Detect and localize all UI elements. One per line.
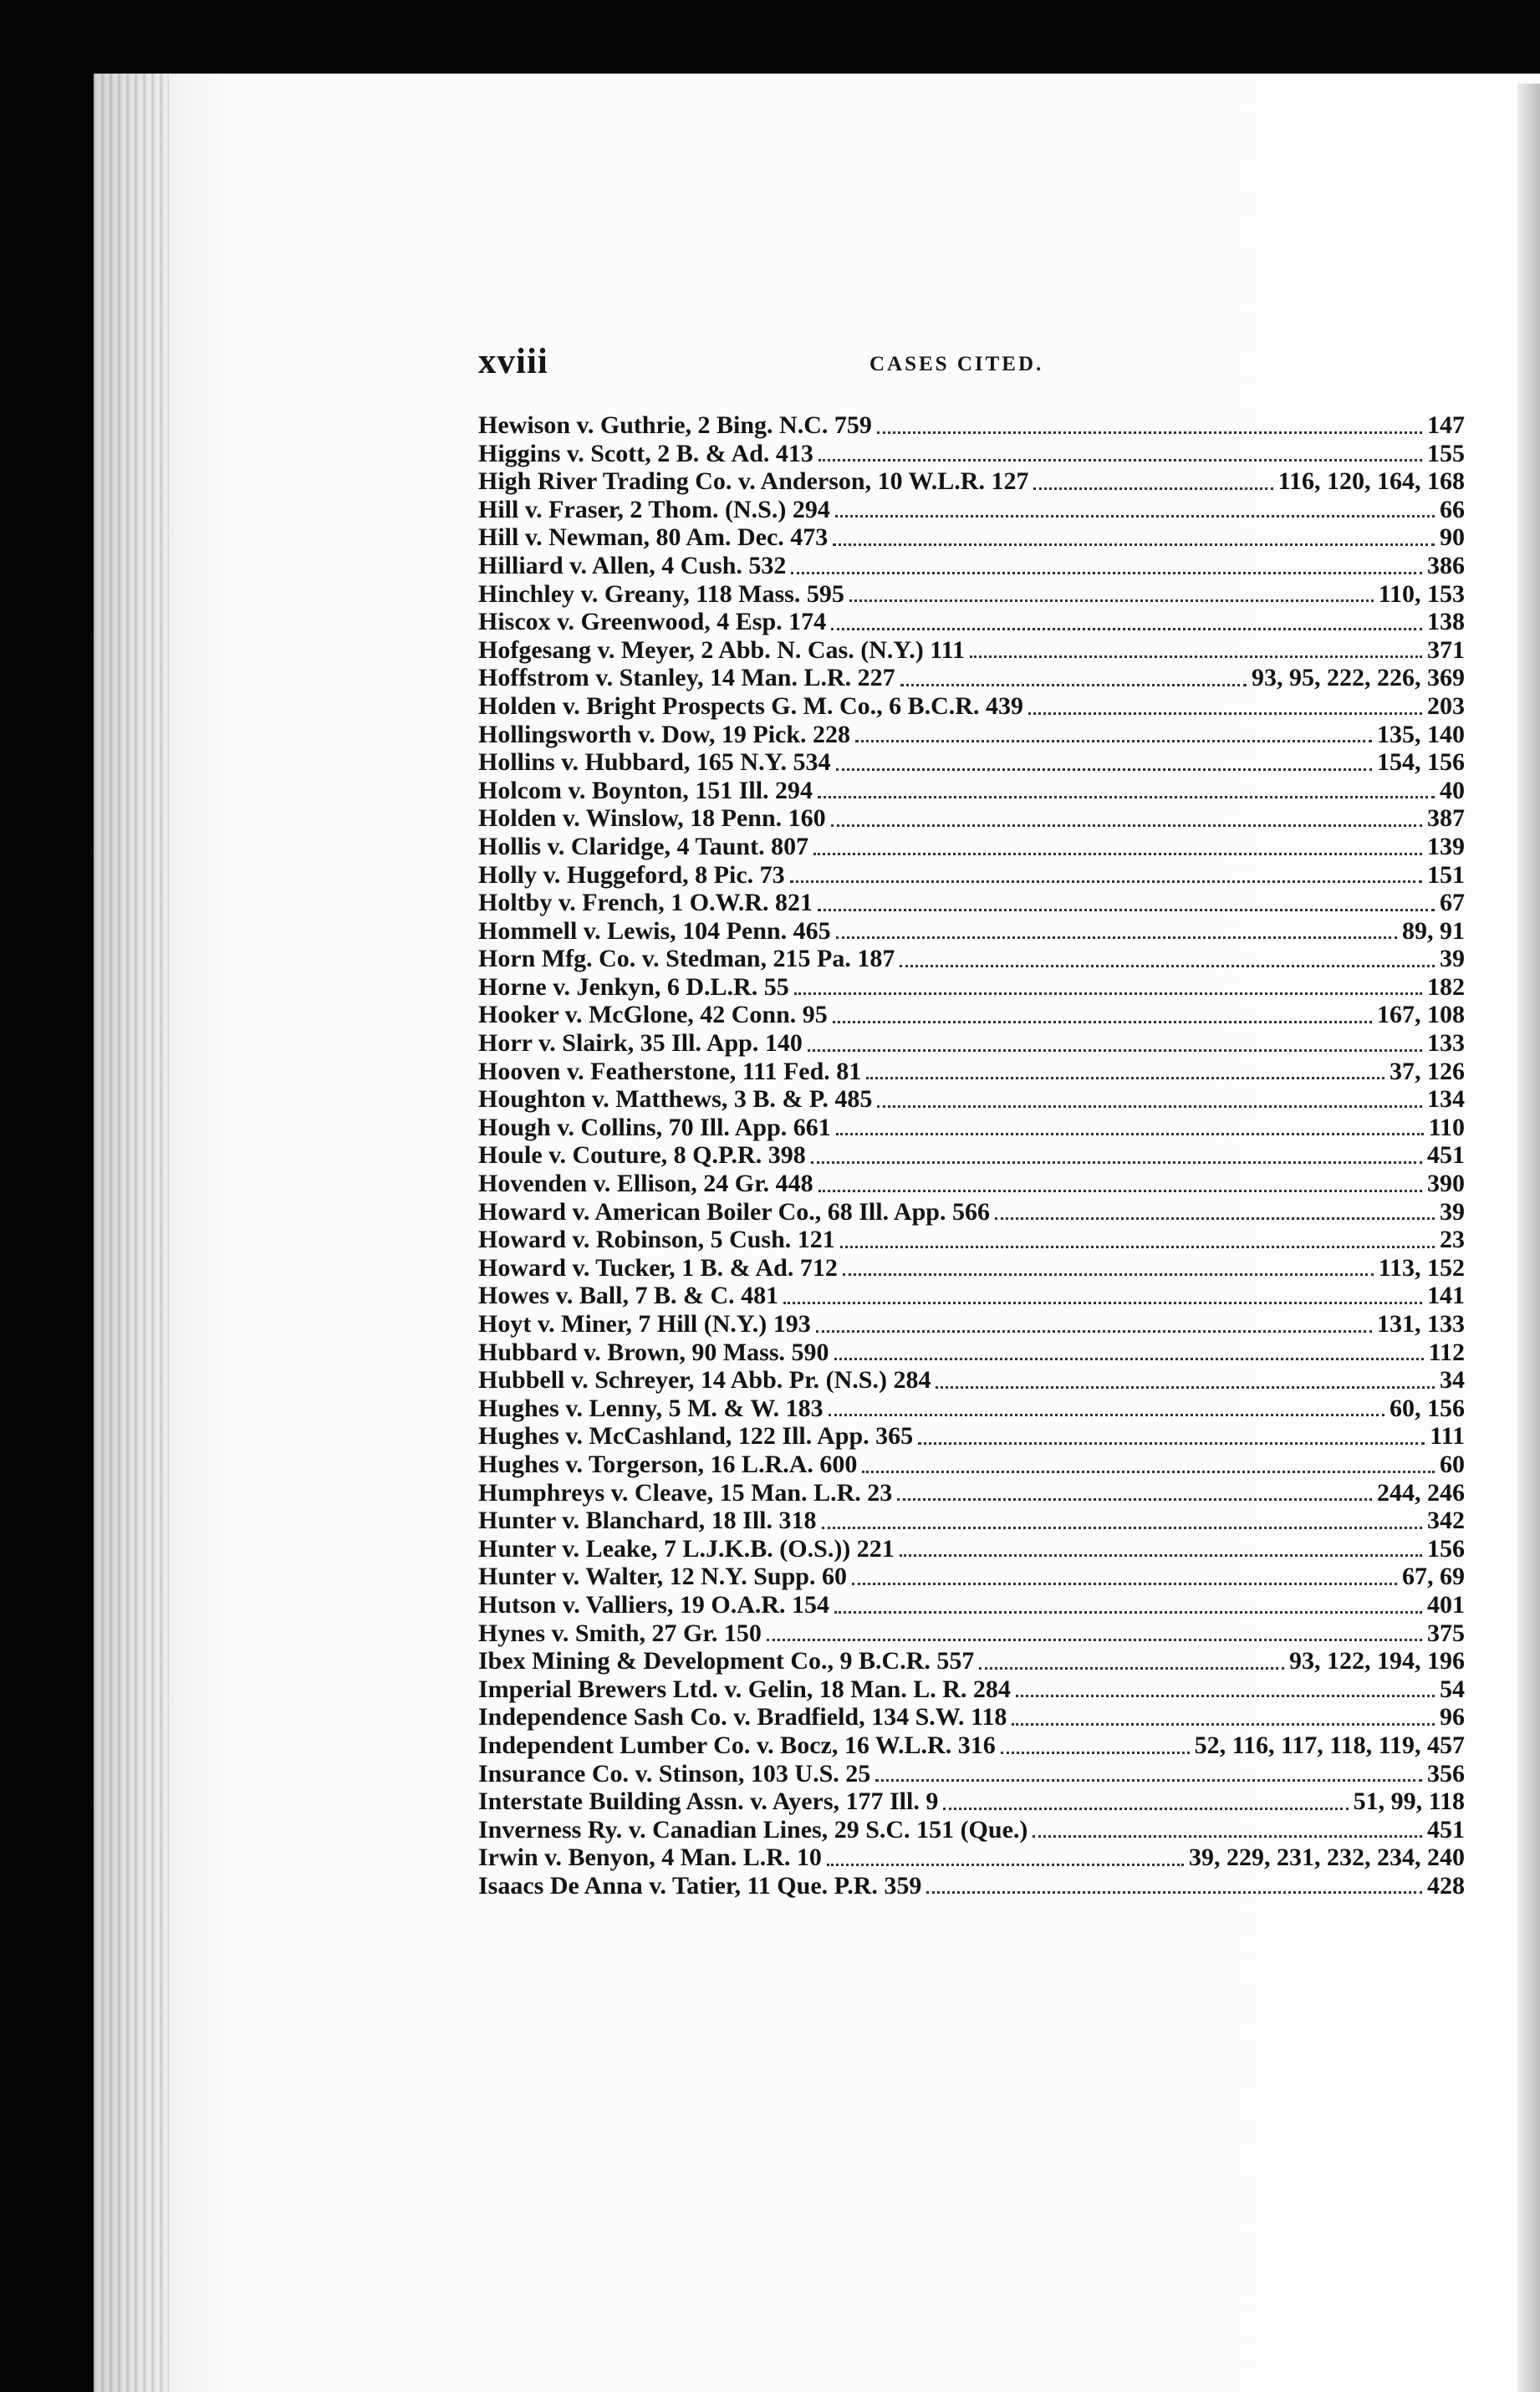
case-name: Hynes v. Smith, 27 Gr. 150 [478, 1619, 762, 1647]
case-entry [478, 1114, 1465, 1142]
dot-leader [818, 909, 1435, 911]
dot-leader [852, 1583, 1397, 1585]
case-entry [478, 608, 1465, 636]
dot-leader [866, 1077, 1384, 1079]
case-entry [478, 1282, 1465, 1310]
case-entry [478, 636, 1465, 665]
page-references: 371 [1427, 635, 1465, 664]
dot-leader [849, 599, 1374, 602]
dot-leader [834, 1358, 1424, 1360]
case-entry [478, 1366, 1465, 1395]
dot-leader [833, 543, 1435, 546]
case-name: Hollis v. Claridge, 4 Taunt. 807 [478, 832, 809, 860]
dot-leader [1012, 1723, 1435, 1726]
page-references: 451 [1427, 1815, 1465, 1844]
case-name: Holly v. Huggeford, 8 Pic. 73 [478, 860, 785, 889]
case-entry [478, 945, 1465, 973]
case-entry [478, 1170, 1465, 1198]
dot-leader [822, 1527, 1422, 1529]
case-entry [478, 552, 1465, 580]
dot-leader [1001, 1752, 1190, 1754]
dot-leader [875, 1779, 1422, 1782]
page-references: 131, 133 [1377, 1310, 1465, 1338]
case-name: Houghton v. Matthews, 3 B. & P. 485 [478, 1085, 873, 1114]
dot-leader [834, 1611, 1422, 1614]
case-name: Hughes v. Torgerson, 16 L.R.A. 600 [478, 1450, 858, 1478]
page-references: 386 [1427, 551, 1465, 579]
page-references: 39, 229, 231, 232, 234, 240 [1189, 1844, 1465, 1872]
case-name: Hewison v. Guthrie, 2 Bing. N.C. 759 [478, 411, 872, 439]
case-entry [478, 440, 1465, 468]
case-entry [478, 1760, 1465, 1788]
case-entry [478, 664, 1465, 692]
dot-leader [918, 1442, 1425, 1445]
case-name: Hofgesang v. Meyer, 2 Abb. N. Cas. (N.Y.) 111 [478, 635, 965, 664]
dot-leader [855, 740, 1372, 742]
page-references: 34 [1440, 1366, 1465, 1395]
page-references: 134 [1427, 1085, 1465, 1114]
case-name: Hubbell v. Schreyer, 14 Abb. Pr. (N.S.) 284 [478, 1366, 931, 1395]
page-references: 401 [1427, 1590, 1465, 1619]
case-entry [478, 973, 1465, 1002]
case-name: Independent Lumber Co. v. Bocz, 16 W.L.R. 316 [478, 1731, 996, 1759]
case-entry [478, 1647, 1465, 1675]
dot-leader [831, 628, 1422, 630]
dot-leader [816, 1330, 1372, 1333]
case-entry [478, 1451, 1465, 1479]
case-entry [478, 748, 1465, 777]
case-entry [478, 1310, 1465, 1339]
page-references: 40 [1440, 776, 1465, 804]
page-references: 90 [1440, 523, 1465, 552]
page-references: 151 [1427, 860, 1465, 889]
case-name: Horn Mfg. Co. v. Stedman, 215 Pa. 187 [478, 945, 895, 973]
case-entry [478, 1788, 1465, 1816]
page-references: 182 [1427, 972, 1465, 1001]
page-references: 167, 108 [1377, 1001, 1465, 1029]
dot-leader [877, 1105, 1422, 1108]
case-name: Hubbard v. Brown, 90 Mass. 590 [478, 1338, 829, 1366]
case-entry [478, 1339, 1465, 1367]
page-references: 67 [1440, 889, 1465, 917]
dot-leader [897, 1498, 1372, 1501]
dot-leader [818, 796, 1435, 798]
dot-leader [877, 431, 1422, 434]
case-name: High River Trading Co. v. Anderson, 10 W.L.R. 127 [478, 467, 1029, 496]
case-name: Hovenden v. Ellison, 24 Gr. 448 [478, 1170, 813, 1198]
cases-cited-list [478, 411, 1465, 1900]
case-entry [478, 1675, 1465, 1704]
case-name: Hunter v. Blanchard, 18 Ill. 318 [478, 1507, 817, 1535]
case-name: Humphreys v. Cleave, 15 Man. L.R. 23 [478, 1478, 893, 1507]
page-references: 39 [1440, 1197, 1465, 1226]
page-references: 89, 91 [1402, 916, 1465, 945]
page-header [478, 341, 1080, 383]
case-entry [478, 1058, 1465, 1086]
case-entry [478, 1085, 1465, 1114]
dot-leader [862, 1471, 1435, 1473]
page-references: 155 [1427, 439, 1465, 467]
dot-leader [836, 768, 1372, 771]
case-entry [478, 467, 1465, 496]
page-references: 60 [1440, 1450, 1465, 1478]
dot-leader [900, 965, 1435, 967]
page-references: 138 [1427, 608, 1465, 636]
case-name: Hutson v. Valliers, 19 O.A.R. 154 [478, 1590, 830, 1619]
dot-leader [943, 1808, 1348, 1810]
dot-leader [783, 1302, 1422, 1304]
page-references: 54 [1440, 1675, 1465, 1703]
case-name: Hough v. Collins, 70 Ill. App. 661 [478, 1113, 831, 1141]
page-references: 113, 152 [1378, 1253, 1465, 1282]
page-references: 356 [1427, 1759, 1465, 1788]
page-references: 52, 116, 117, 118, 119, 457 [1194, 1731, 1465, 1759]
dot-leader [1016, 1695, 1435, 1697]
case-entry [478, 1395, 1465, 1423]
case-entry [478, 1732, 1465, 1760]
page-references: 110, 153 [1378, 579, 1465, 608]
page-references: 387 [1427, 804, 1465, 833]
dot-leader [833, 1021, 1372, 1023]
page-references: 51, 99, 118 [1353, 1788, 1465, 1816]
page-references: 133 [1427, 1029, 1465, 1058]
dot-leader [835, 515, 1435, 518]
case-entry [478, 777, 1465, 805]
dot-leader [843, 1273, 1374, 1276]
case-name: Hughes v. McCashland, 122 Ill. App. 365 [478, 1422, 914, 1451]
dot-leader [831, 824, 1422, 827]
case-name: Hollingsworth v. Dow, 19 Pick. 228 [478, 720, 851, 748]
page-references: 154, 156 [1377, 748, 1465, 777]
case-name: Howard v. American Boiler Co., 68 Ill. App. 566 [478, 1197, 990, 1226]
case-name: Howes v. Ball, 7 B. & C. 481 [478, 1282, 779, 1310]
case-entry [478, 1198, 1465, 1227]
page-references: 66 [1440, 495, 1465, 523]
case-entry [478, 1422, 1465, 1451]
case-name: Horr v. Slairk, 35 Ill. App. 140 [478, 1029, 803, 1058]
case-entry [478, 1872, 1465, 1900]
case-entry [478, 1619, 1465, 1648]
case-entry [478, 1507, 1465, 1535]
case-name: Higgins v. Scott, 2 B. & Ad. 413 [478, 439, 813, 467]
case-entry [478, 580, 1465, 609]
dot-leader [836, 936, 1397, 939]
case-entry [478, 692, 1465, 721]
case-entry [478, 411, 1465, 440]
case-name: Hoffstrom v. Stanley, 14 Man. L.R. 227 [478, 664, 895, 692]
case-name: Hill v. Fraser, 2 Thom. (N.S.) 294 [478, 495, 830, 523]
page-edge [1517, 84, 1540, 2392]
case-name: Interstate Building Assn. v. Ayers, 177 Ill. 9 [478, 1788, 939, 1816]
page-number: xviii [478, 342, 548, 381]
case-name: Hollins v. Hubbard, 165 N.Y. 534 [478, 748, 831, 777]
case-name: Howard v. Tucker, 1 B. & Ad. 712 [478, 1253, 838, 1282]
dot-leader [926, 1891, 1422, 1894]
case-name: Hughes v. Lenny, 5 M. & W. 183 [478, 1394, 824, 1422]
page-references: 110 [1428, 1113, 1465, 1141]
case-name: Holden v. Bright Prospects G. M. Co., 6 B.C.R. 439 [478, 691, 1023, 720]
case-entry [478, 804, 1465, 833]
case-entry [478, 861, 1465, 890]
case-name: Insurance Co. v. Stinson, 103 U.S. 25 [478, 1759, 871, 1788]
case-name: Imperial Brewers Ltd. v. Gelin, 18 Man. L. R. 284 [478, 1675, 1011, 1703]
dot-leader [808, 1049, 1422, 1052]
page-references: 203 [1427, 691, 1465, 720]
case-name: Hiscox v. Greenwood, 4 Esp. 174 [478, 608, 827, 636]
case-name: Isaacs De Anna v. Tatier, 11 Que. P.R. 359 [478, 1871, 922, 1900]
case-entry [478, 1254, 1465, 1283]
page-references: 67, 69 [1402, 1563, 1465, 1591]
case-entry [478, 917, 1465, 946]
case-name: Hill v. Newman, 80 Am. Dec. 473 [478, 523, 829, 552]
dot-leader [936, 1386, 1435, 1389]
page-references: 112 [1428, 1338, 1465, 1366]
page-references: 428 [1427, 1871, 1465, 1900]
page-references: 116, 120, 164, 168 [1277, 467, 1465, 496]
case-entry [478, 721, 1465, 749]
page-references: 451 [1427, 1141, 1465, 1170]
case-name: Holcom v. Boynton, 151 Ill. 294 [478, 776, 813, 804]
case-name: Holtby v. French, 1 O.W.R. 821 [478, 889, 813, 917]
page-references: 96 [1440, 1703, 1465, 1732]
dot-leader [1033, 487, 1272, 490]
case-entry [478, 1535, 1465, 1563]
page-references: 390 [1427, 1170, 1465, 1198]
page-references: 60, 156 [1390, 1394, 1465, 1422]
case-name: Hinchley v. Greany, 118 Mass. 595 [478, 579, 844, 608]
dot-leader [818, 459, 1422, 462]
page-references: 147 [1427, 411, 1465, 439]
dot-leader [995, 1217, 1435, 1220]
dot-leader [900, 684, 1247, 686]
page-references: 141 [1427, 1282, 1465, 1310]
page-references: 135, 140 [1377, 720, 1465, 748]
dot-leader [767, 1639, 1422, 1641]
dot-leader [794, 992, 1422, 995]
case-name: Hunter v. Leake, 7 L.J.K.B. (O.S.)) 221 [478, 1534, 895, 1563]
case-entry [478, 1029, 1465, 1058]
binding-shadow [94, 74, 169, 2392]
dot-leader [811, 1161, 1422, 1164]
page-references: 375 [1427, 1619, 1465, 1647]
case-entry [478, 1479, 1465, 1507]
case-name: Ibex Mining & Development Co., 9 B.C.R. 557 [478, 1647, 975, 1675]
case-entry [478, 833, 1465, 861]
dot-leader [790, 880, 1422, 883]
dot-leader [829, 1414, 1384, 1416]
case-entry [478, 1141, 1465, 1170]
case-name: Howard v. Robinson, 5 Cush. 121 [478, 1226, 835, 1254]
dot-leader [1028, 712, 1422, 715]
dot-leader [900, 1554, 1422, 1557]
case-entry [478, 1591, 1465, 1619]
dot-leader [818, 1190, 1422, 1192]
case-name: Hilliard v. Allen, 4 Cush. 532 [478, 551, 787, 579]
dot-leader [1033, 1835, 1422, 1838]
case-entry [478, 1563, 1465, 1591]
case-name: Irwin v. Benyon, 4 Man. L.R. 10 [478, 1844, 822, 1872]
running-title: CASES CITED. [869, 353, 1044, 375]
case-name: Hoyt v. Miner, 7 Hill (N.Y.) 193 [478, 1310, 811, 1338]
dot-leader [836, 1133, 1424, 1135]
case-name: Houle v. Couture, 8 Q.P.R. 398 [478, 1141, 806, 1170]
case-entry [478, 1703, 1465, 1732]
page-references: 39 [1440, 945, 1465, 973]
page-references: 342 [1427, 1507, 1465, 1535]
case-entry [478, 1226, 1465, 1254]
page-references: 111 [1430, 1422, 1465, 1451]
case-name: Inverness Ry. v. Canadian Lines, 29 S.C. 151 (Que.) [478, 1815, 1028, 1844]
dot-leader [791, 572, 1422, 574]
case-name: Hooven v. Featherstone, 111 Fed. 81 [478, 1057, 862, 1085]
case-entry [478, 1844, 1465, 1872]
page-references: 244, 246 [1377, 1478, 1465, 1507]
case-name: Hommell v. Lewis, 104 Penn. 465 [478, 916, 831, 945]
page-references: 93, 95, 222, 226, 369 [1252, 664, 1465, 692]
page-references: 139 [1427, 832, 1465, 860]
case-name: Independence Sash Co. v. Bradfield, 134 S.W. 118 [478, 1703, 1007, 1732]
case-name: Hooker v. McGlone, 42 Conn. 95 [478, 1001, 828, 1029]
page-references: 37, 126 [1390, 1057, 1465, 1085]
case-entry [478, 1001, 1465, 1029]
dot-leader [970, 655, 1422, 658]
case-entry [478, 889, 1465, 917]
case-name: Horne v. Jenkyn, 6 D.L.R. 55 [478, 972, 789, 1001]
case-entry [478, 523, 1465, 552]
dot-leader [840, 1246, 1435, 1248]
case-name: Holden v. Winslow, 18 Penn. 160 [478, 804, 826, 833]
case-entry [478, 1816, 1465, 1844]
page-references: 93, 122, 194, 196 [1289, 1647, 1465, 1675]
dot-leader [979, 1667, 1284, 1670]
case-entry [478, 496, 1465, 524]
case-name: Hunter v. Walter, 12 N.Y. Supp. 60 [478, 1563, 847, 1591]
dot-leader [827, 1864, 1184, 1866]
dot-leader [813, 853, 1422, 855]
page-references: 23 [1440, 1226, 1465, 1254]
page-references: 156 [1427, 1534, 1465, 1563]
